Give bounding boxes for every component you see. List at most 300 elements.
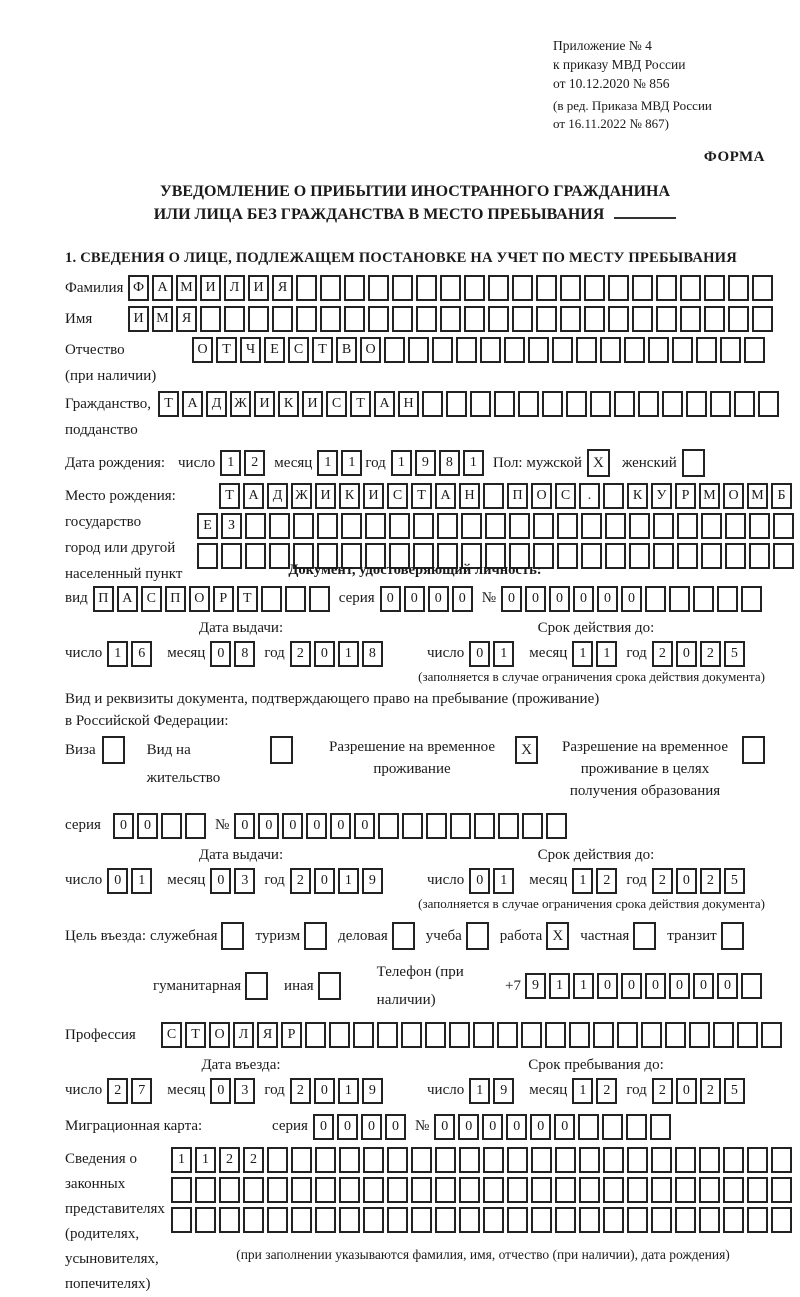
char-cell[interactable]: 0 xyxy=(549,586,570,612)
char-cell[interactable] xyxy=(552,337,573,363)
char-cell[interactable] xyxy=(494,391,515,417)
char-cell[interactable]: С xyxy=(387,483,408,509)
char-cell[interactable] xyxy=(579,1147,600,1173)
char-cell[interactable] xyxy=(632,275,653,301)
char-cell[interactable]: Ж xyxy=(291,483,312,509)
char-cell[interactable]: Р xyxy=(281,1022,302,1048)
char-cell[interactable]: А xyxy=(435,483,456,509)
char-cell[interactable] xyxy=(728,275,749,301)
char-cell[interactable] xyxy=(422,391,443,417)
char-cell[interactable] xyxy=(737,1022,758,1048)
char-cell[interactable] xyxy=(411,1207,432,1233)
char-cell[interactable]: 2 xyxy=(244,450,265,476)
char-cell[interactable] xyxy=(449,1022,470,1048)
char-cell[interactable] xyxy=(315,1207,336,1233)
char-cell[interactable] xyxy=(723,1207,744,1233)
char-cell[interactable] xyxy=(296,275,317,301)
char-cell[interactable] xyxy=(555,1207,576,1233)
char-cell[interactable]: О xyxy=(189,586,210,612)
char-cell[interactable] xyxy=(368,275,389,301)
char-cell[interactable] xyxy=(734,391,755,417)
char-cell[interactable]: М xyxy=(699,483,720,509)
char-cell[interactable] xyxy=(497,1022,518,1048)
char-cell[interactable]: 0 xyxy=(458,1114,479,1140)
char-cell[interactable]: Я xyxy=(272,275,293,301)
char-cell[interactable]: И xyxy=(200,275,221,301)
purpose-tourism-checkbox[interactable] xyxy=(304,922,327,950)
char-cell[interactable] xyxy=(651,1177,672,1203)
char-cell[interactable] xyxy=(402,813,423,839)
char-cell[interactable]: 3 xyxy=(234,1078,255,1104)
char-cell[interactable]: О xyxy=(192,337,213,363)
char-cell[interactable] xyxy=(536,306,557,332)
char-cell[interactable] xyxy=(741,973,762,999)
char-cell[interactable] xyxy=(440,306,461,332)
char-cell[interactable] xyxy=(560,306,581,332)
char-cell[interactable]: С xyxy=(161,1022,182,1048)
char-cell[interactable] xyxy=(608,275,629,301)
char-cell[interactable] xyxy=(749,513,770,539)
char-cell[interactable] xyxy=(542,391,563,417)
char-cell[interactable]: 1 xyxy=(493,641,514,667)
char-cell[interactable] xyxy=(581,543,602,569)
char-cell[interactable]: 1 xyxy=(338,641,359,667)
char-cell[interactable] xyxy=(579,1177,600,1203)
char-cell[interactable]: 9 xyxy=(362,868,383,894)
char-cell[interactable]: 1 xyxy=(463,450,484,476)
char-cell[interactable]: Р xyxy=(213,586,234,612)
char-cell[interactable]: 2 xyxy=(219,1147,240,1173)
char-cell[interactable] xyxy=(488,275,509,301)
char-cell[interactable] xyxy=(363,1147,384,1173)
char-cell[interactable]: 0 xyxy=(452,586,473,612)
char-cell[interactable] xyxy=(437,513,458,539)
char-cell[interactable]: 1 xyxy=(573,973,594,999)
char-cell[interactable]: Д xyxy=(206,391,227,417)
char-cell[interactable]: 1 xyxy=(493,868,514,894)
char-cell[interactable] xyxy=(320,306,341,332)
char-cell[interactable] xyxy=(416,306,437,332)
char-cell[interactable] xyxy=(464,306,485,332)
char-cell[interactable] xyxy=(725,543,746,569)
char-cell[interactable]: Н xyxy=(398,391,419,417)
char-cell[interactable] xyxy=(368,306,389,332)
char-cell[interactable] xyxy=(483,1177,504,1203)
char-cell[interactable]: Е xyxy=(197,513,218,539)
char-cell[interactable] xyxy=(483,1147,504,1173)
char-cell[interactable] xyxy=(507,1207,528,1233)
char-cell[interactable]: 1 xyxy=(572,1078,593,1104)
char-cell[interactable] xyxy=(387,1177,408,1203)
char-cell[interactable]: 0 xyxy=(306,813,327,839)
char-cell[interactable] xyxy=(665,1022,686,1048)
char-cell[interactable]: 0 xyxy=(330,813,351,839)
char-cell[interactable]: 0 xyxy=(404,586,425,612)
char-cell[interactable] xyxy=(267,1177,288,1203)
char-cell[interactable]: 0 xyxy=(313,1114,334,1140)
char-cell[interactable]: Т xyxy=(185,1022,206,1048)
char-cell[interactable] xyxy=(741,586,762,612)
char-cell[interactable]: А xyxy=(243,483,264,509)
char-cell[interactable] xyxy=(171,1177,192,1203)
char-cell[interactable] xyxy=(557,543,578,569)
sex-male-checkbox[interactable]: X xyxy=(587,449,610,477)
char-cell[interactable]: В xyxy=(336,337,357,363)
char-cell[interactable]: 2 xyxy=(700,641,721,667)
char-cell[interactable] xyxy=(309,586,330,612)
char-cell[interactable] xyxy=(531,1177,552,1203)
char-cell[interactable]: И xyxy=(363,483,384,509)
char-cell[interactable] xyxy=(518,391,539,417)
char-cell[interactable] xyxy=(603,1147,624,1173)
char-cell[interactable]: Н xyxy=(459,483,480,509)
char-cell[interactable] xyxy=(576,337,597,363)
char-cell[interactable] xyxy=(627,1177,648,1203)
char-cell[interactable] xyxy=(392,275,413,301)
char-cell[interactable] xyxy=(387,1147,408,1173)
char-cell[interactable]: 0 xyxy=(234,813,255,839)
char-cell[interactable] xyxy=(650,1114,671,1140)
char-cell[interactable]: 1 xyxy=(338,868,359,894)
char-cell[interactable]: 1 xyxy=(572,868,593,894)
char-cell[interactable] xyxy=(521,1022,542,1048)
char-cell[interactable]: 0 xyxy=(337,1114,358,1140)
char-cell[interactable]: П xyxy=(165,586,186,612)
char-cell[interactable] xyxy=(627,1147,648,1173)
char-cell[interactable]: 5 xyxy=(724,868,745,894)
char-cell[interactable]: 2 xyxy=(107,1078,128,1104)
char-cell[interactable] xyxy=(689,1022,710,1048)
char-cell[interactable] xyxy=(627,1207,648,1233)
char-cell[interactable] xyxy=(713,1022,734,1048)
char-cell[interactable] xyxy=(699,1147,720,1173)
char-cell[interactable] xyxy=(662,391,683,417)
char-cell[interactable] xyxy=(171,1207,192,1233)
char-cell[interactable] xyxy=(291,1207,312,1233)
char-cell[interactable]: 5 xyxy=(724,641,745,667)
char-cell[interactable] xyxy=(522,813,543,839)
char-cell[interactable]: 0 xyxy=(210,868,231,894)
char-cell[interactable] xyxy=(771,1177,792,1203)
char-cell[interactable] xyxy=(566,391,587,417)
char-cell[interactable] xyxy=(291,1177,312,1203)
char-cell[interactable] xyxy=(474,813,495,839)
char-cell[interactable] xyxy=(267,1207,288,1233)
char-cell[interactable]: 1 xyxy=(338,1078,359,1104)
char-cell[interactable] xyxy=(339,1177,360,1203)
char-cell[interactable] xyxy=(699,1177,720,1203)
char-cell[interactable] xyxy=(384,337,405,363)
char-cell[interactable]: К xyxy=(278,391,299,417)
char-cell[interactable]: И xyxy=(128,306,149,332)
char-cell[interactable]: 0 xyxy=(314,868,335,894)
char-cell[interactable]: 0 xyxy=(501,586,522,612)
char-cell[interactable] xyxy=(305,1022,326,1048)
char-cell[interactable]: Ж xyxy=(230,391,251,417)
char-cell[interactable]: Р xyxy=(675,483,696,509)
char-cell[interactable] xyxy=(411,1177,432,1203)
purpose-transit-checkbox[interactable] xyxy=(721,922,744,950)
char-cell[interactable] xyxy=(701,513,722,539)
char-cell[interactable]: О xyxy=(531,483,552,509)
char-cell[interactable] xyxy=(747,1207,768,1233)
char-cell[interactable] xyxy=(624,337,645,363)
char-cell[interactable] xyxy=(401,1022,422,1048)
char-cell[interactable] xyxy=(617,1022,638,1048)
char-cell[interactable] xyxy=(408,337,429,363)
char-cell[interactable]: 0 xyxy=(314,1078,335,1104)
char-cell[interactable]: 0 xyxy=(210,641,231,667)
char-cell[interactable]: О xyxy=(360,337,381,363)
char-cell[interactable] xyxy=(653,543,674,569)
char-cell[interactable] xyxy=(546,813,567,839)
purpose-humanitarian-checkbox[interactable] xyxy=(245,972,268,1000)
char-cell[interactable] xyxy=(645,586,666,612)
char-cell[interactable] xyxy=(483,483,504,509)
char-cell[interactable] xyxy=(432,337,453,363)
char-cell[interactable] xyxy=(651,1207,672,1233)
char-cell[interactable]: 0 xyxy=(554,1114,575,1140)
char-cell[interactable] xyxy=(329,1022,350,1048)
char-cell[interactable]: 0 xyxy=(621,973,642,999)
char-cell[interactable] xyxy=(680,275,701,301)
char-cell[interactable] xyxy=(219,1207,240,1233)
char-cell[interactable] xyxy=(488,306,509,332)
char-cell[interactable]: 2 xyxy=(243,1147,264,1173)
char-cell[interactable] xyxy=(555,1177,576,1203)
char-cell[interactable]: 9 xyxy=(415,450,436,476)
char-cell[interactable] xyxy=(641,1022,662,1048)
char-cell[interactable] xyxy=(629,513,650,539)
char-cell[interactable] xyxy=(435,1177,456,1203)
char-cell[interactable] xyxy=(509,513,530,539)
char-cell[interactable]: И xyxy=(248,275,269,301)
char-cell[interactable] xyxy=(425,1022,446,1048)
char-cell[interactable]: 0 xyxy=(597,973,618,999)
char-cell[interactable] xyxy=(315,1147,336,1173)
char-cell[interactable]: Б xyxy=(771,483,792,509)
char-cell[interactable]: Т xyxy=(411,483,432,509)
char-cell[interactable] xyxy=(363,1207,384,1233)
char-cell[interactable] xyxy=(344,306,365,332)
char-cell[interactable]: . xyxy=(579,483,600,509)
char-cell[interactable]: 0 xyxy=(469,868,490,894)
char-cell[interactable] xyxy=(473,1022,494,1048)
char-cell[interactable]: 0 xyxy=(669,973,690,999)
char-cell[interactable] xyxy=(747,1147,768,1173)
char-cell[interactable]: 0 xyxy=(597,586,618,612)
char-cell[interactable] xyxy=(720,337,741,363)
char-cell[interactable]: М xyxy=(176,275,197,301)
char-cell[interactable]: 2 xyxy=(700,868,721,894)
char-cell[interactable] xyxy=(531,1207,552,1233)
char-cell[interactable] xyxy=(320,275,341,301)
char-cell[interactable]: Ф xyxy=(128,275,149,301)
char-cell[interactable]: 0 xyxy=(621,586,642,612)
char-cell[interactable] xyxy=(761,1022,782,1048)
char-cell[interactable] xyxy=(747,1177,768,1203)
char-cell[interactable] xyxy=(485,513,506,539)
char-cell[interactable]: 0 xyxy=(693,973,714,999)
char-cell[interactable]: А xyxy=(182,391,203,417)
char-cell[interactable]: А xyxy=(117,586,138,612)
char-cell[interactable] xyxy=(758,391,779,417)
char-cell[interactable]: 0 xyxy=(380,586,401,612)
char-cell[interactable] xyxy=(387,1207,408,1233)
char-cell[interactable] xyxy=(701,543,722,569)
char-cell[interactable] xyxy=(507,1147,528,1173)
char-cell[interactable] xyxy=(185,813,206,839)
char-cell[interactable]: 5 xyxy=(724,1078,745,1104)
residence-permit-checkbox[interactable] xyxy=(270,736,293,764)
char-cell[interactable]: У xyxy=(651,483,672,509)
char-cell[interactable]: 7 xyxy=(131,1078,152,1104)
char-cell[interactable]: Я xyxy=(257,1022,278,1048)
char-cell[interactable]: 1 xyxy=(220,450,241,476)
char-cell[interactable]: 6 xyxy=(131,641,152,667)
char-cell[interactable] xyxy=(504,337,525,363)
char-cell[interactable] xyxy=(498,813,519,839)
char-cell[interactable] xyxy=(656,306,677,332)
char-cell[interactable] xyxy=(608,306,629,332)
char-cell[interactable] xyxy=(680,306,701,332)
char-cell[interactable]: 0 xyxy=(258,813,279,839)
char-cell[interactable] xyxy=(675,1177,696,1203)
char-cell[interactable]: 0 xyxy=(482,1114,503,1140)
char-cell[interactable] xyxy=(459,1177,480,1203)
char-cell[interactable]: И xyxy=(315,483,336,509)
char-cell[interactable]: 0 xyxy=(676,868,697,894)
char-cell[interactable] xyxy=(600,337,621,363)
char-cell[interactable] xyxy=(392,306,413,332)
char-cell[interactable]: П xyxy=(507,483,528,509)
char-cell[interactable] xyxy=(461,513,482,539)
char-cell[interactable]: 0 xyxy=(676,1078,697,1104)
char-cell[interactable] xyxy=(710,391,731,417)
char-cell[interactable]: М xyxy=(747,483,768,509)
char-cell[interactable]: К xyxy=(627,483,648,509)
char-cell[interactable]: 0 xyxy=(314,641,335,667)
char-cell[interactable] xyxy=(675,1147,696,1173)
char-cell[interactable] xyxy=(725,513,746,539)
char-cell[interactable] xyxy=(378,813,399,839)
char-cell[interactable] xyxy=(686,391,707,417)
char-cell[interactable]: 8 xyxy=(362,641,383,667)
char-cell[interactable]: Т xyxy=(216,337,237,363)
purpose-work-checkbox[interactable]: X xyxy=(546,922,569,950)
char-cell[interactable] xyxy=(693,586,714,612)
char-cell[interactable] xyxy=(507,1177,528,1203)
char-cell[interactable] xyxy=(593,1022,614,1048)
char-cell[interactable] xyxy=(648,337,669,363)
char-cell[interactable]: 0 xyxy=(645,973,666,999)
char-cell[interactable] xyxy=(752,306,773,332)
char-cell[interactable] xyxy=(675,1207,696,1233)
char-cell[interactable] xyxy=(435,1207,456,1233)
char-cell[interactable]: З xyxy=(221,513,242,539)
char-cell[interactable] xyxy=(773,513,794,539)
char-cell[interactable]: Л xyxy=(224,275,245,301)
char-cell[interactable] xyxy=(717,586,738,612)
char-cell[interactable] xyxy=(261,586,282,612)
char-cell[interactable] xyxy=(353,1022,374,1048)
char-cell[interactable] xyxy=(677,513,698,539)
char-cell[interactable] xyxy=(528,337,549,363)
char-cell[interactable] xyxy=(470,391,491,417)
char-cell[interactable] xyxy=(483,1207,504,1233)
char-cell[interactable] xyxy=(459,1207,480,1233)
char-cell[interactable] xyxy=(581,513,602,539)
char-cell[interactable] xyxy=(773,543,794,569)
char-cell[interactable] xyxy=(296,306,317,332)
char-cell[interactable] xyxy=(651,1147,672,1173)
char-cell[interactable] xyxy=(377,1022,398,1048)
char-cell[interactable]: И xyxy=(302,391,323,417)
char-cell[interactable] xyxy=(723,1147,744,1173)
char-cell[interactable]: С xyxy=(141,586,162,612)
char-cell[interactable] xyxy=(536,275,557,301)
char-cell[interactable] xyxy=(245,543,266,569)
char-cell[interactable] xyxy=(339,1147,360,1173)
char-cell[interactable]: 1 xyxy=(195,1147,216,1173)
char-cell[interactable] xyxy=(197,543,218,569)
purpose-official-checkbox[interactable] xyxy=(221,922,244,950)
char-cell[interactable] xyxy=(480,337,501,363)
char-cell[interactable] xyxy=(560,275,581,301)
char-cell[interactable] xyxy=(653,513,674,539)
sex-female-checkbox[interactable] xyxy=(682,449,705,477)
char-cell[interactable] xyxy=(557,513,578,539)
char-cell[interactable]: С xyxy=(288,337,309,363)
char-cell[interactable]: 2 xyxy=(290,641,311,667)
char-cell[interactable] xyxy=(605,513,626,539)
char-cell[interactable] xyxy=(602,1114,623,1140)
char-cell[interactable] xyxy=(584,306,605,332)
char-cell[interactable] xyxy=(245,513,266,539)
char-cell[interactable] xyxy=(603,1177,624,1203)
char-cell[interactable] xyxy=(584,275,605,301)
char-cell[interactable] xyxy=(267,1147,288,1173)
char-cell[interactable] xyxy=(341,513,362,539)
char-cell[interactable] xyxy=(272,306,293,332)
char-cell[interactable]: 0 xyxy=(282,813,303,839)
char-cell[interactable] xyxy=(344,275,365,301)
char-cell[interactable]: 0 xyxy=(573,586,594,612)
char-cell[interactable]: П xyxy=(93,586,114,612)
char-cell[interactable]: 1 xyxy=(341,450,362,476)
char-cell[interactable]: 0 xyxy=(210,1078,231,1104)
char-cell[interactable] xyxy=(579,1207,600,1233)
char-cell[interactable]: 0 xyxy=(107,868,128,894)
char-cell[interactable] xyxy=(626,1114,647,1140)
char-cell[interactable] xyxy=(723,1177,744,1203)
char-cell[interactable]: 1 xyxy=(131,868,152,894)
char-cell[interactable] xyxy=(704,275,725,301)
char-cell[interactable] xyxy=(248,306,269,332)
char-cell[interactable]: Д xyxy=(267,483,288,509)
char-cell[interactable] xyxy=(285,586,306,612)
char-cell[interactable] xyxy=(200,306,221,332)
char-cell[interactable]: 0 xyxy=(354,813,375,839)
char-cell[interactable]: 0 xyxy=(525,586,546,612)
char-cell[interactable]: 2 xyxy=(596,1078,617,1104)
char-cell[interactable] xyxy=(728,306,749,332)
char-cell[interactable] xyxy=(389,513,410,539)
char-cell[interactable]: 2 xyxy=(700,1078,721,1104)
char-cell[interactable]: 2 xyxy=(290,868,311,894)
char-cell[interactable] xyxy=(749,543,770,569)
char-cell[interactable]: К xyxy=(339,483,360,509)
